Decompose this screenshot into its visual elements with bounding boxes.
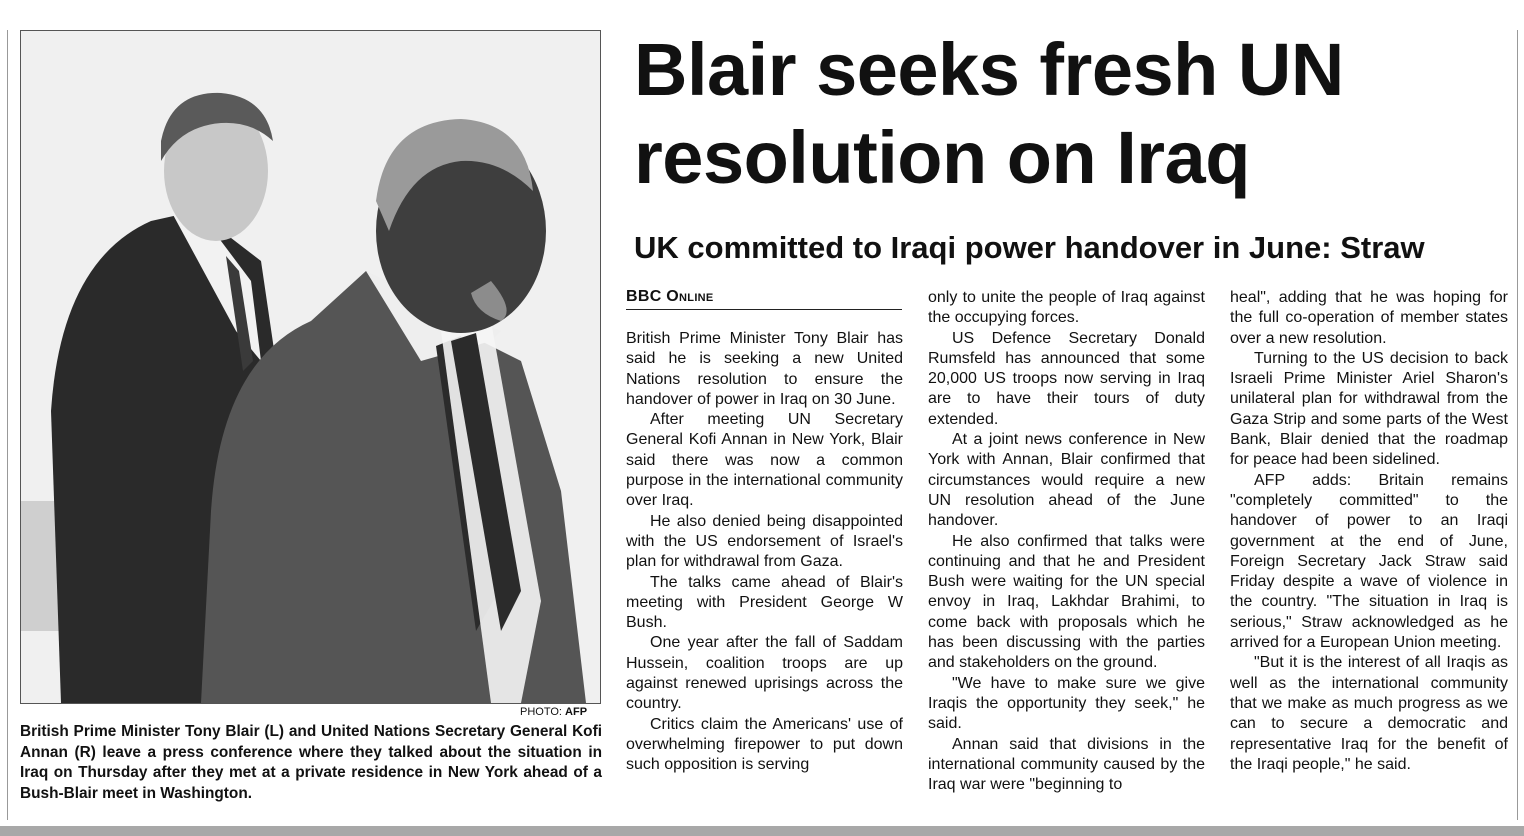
article-column-3: [1230, 288, 1508, 775]
article-column-2: [928, 288, 1205, 795]
paragraph: At a joint news conference in New York with Annan, Blair confirmed that circumstances would require a new UN resolution ahead of the June handover.: [928, 431, 1205, 530]
paragraph: After meeting UN Secretary General Kofi Annan in New York, Blair said there was now a common purpose in the international community over Iraq.: [626, 411, 903, 510]
paragraph: He also denied being disappointed with the US endorsement of Israel's plan for withdrawal from Gaza.: [626, 512, 903, 571]
paragraph: He also confirmed that talks were continuing and that he and President Bush were waiting for the UN special envoy in Iraq, Lakhdar Brahimi, to come back with proposals which he has been discussing with the parties and stakeholders on the ground.: [928, 532, 1205, 672]
article-subheadline: UK committed to Iraqi power handover in June: Straw: [634, 230, 1425, 265]
paragraph: only to unite the people of Iraq against the occupying forces.: [928, 289, 1205, 327]
paragraph: Turning to the US decision to back Israeli Prime Minister Ariel Sharon's unilateral plan for withdrawal from the Gaza Strip and some parts of the West Bank, Blair denied that the roadmap for peace had been sidelined.: [1230, 349, 1508, 469]
photo-credit: [520, 706, 587, 718]
page-bottom-bar: [0, 826, 1524, 836]
paragraph: British Prime Minister Tony Blair has said he is seeking a new United Nations resolution to ensure the handover of power in Iraq on 30 June.: [626, 330, 903, 408]
paragraph: The talks came ahead of Blair's meeting with President George W Bush.: [626, 573, 903, 632]
article-column-1: [626, 329, 903, 776]
paragraph: Annan said that divisions in the international community caused by the Iraq war were "beginning to: [928, 735, 1205, 794]
photo-credit-source: AFP: [565, 706, 588, 718]
paragraph: US Defence Secretary Donald Rumsfeld has announced that some 20,000 US troops now serving in Iraq are to have their tours of duty extended.: [928, 329, 1205, 428]
paragraph: One year after the fall of Saddam Hussein, coalition troops are up against renewed uprisings across the country.: [626, 634, 903, 713]
photo-credit-label: PHOTO:: [520, 706, 562, 718]
paragraph: Critics claim the Americans' use of overwhelming firepower to put down such opposition is serving: [626, 715, 903, 774]
article-headline: Blair seeks fresh UN resolution on Iraq: [634, 28, 1344, 199]
column-rule-right: [1517, 30, 1518, 820]
article-byline: BBC Online: [626, 288, 902, 310]
photo-illustration: [21, 31, 600, 703]
paragraph: heal", adding that he was hoping for the full co-operation of member states over a new resolution.: [1230, 289, 1508, 347]
paragraph: "We have to make sure we give Iraqis the opportunity they seek," he said.: [928, 674, 1205, 733]
photo-caption: British Prime Minister Tony Blair (L) and United Nations Secretary General Kofi Annan (R) leave a press conference where they talked about the situation in Iraq on Thursday after they met at a private residence in New York ahead of a Bush-Blair meet in Washington.: [20, 723, 602, 802]
news-photo: [20, 30, 601, 704]
column-rule-left: [7, 30, 8, 820]
paragraph: AFP adds: Britain remains "completely committed" to the handover of power to an Iraqi government at the end of June, Foreign Secretary Jack Straw said Friday despite a wave of violence in the country. "The situation in Iraq is serious," Straw acknowledged as he arrived for a European Union meeting.: [1230, 471, 1508, 652]
paragraph: "But it is the interest of all Iraqis as well as the international community that we make as much progress as we can to secure a democratic and representative Iraq for the benefit of the Iraqi people," he said.: [1230, 654, 1508, 773]
